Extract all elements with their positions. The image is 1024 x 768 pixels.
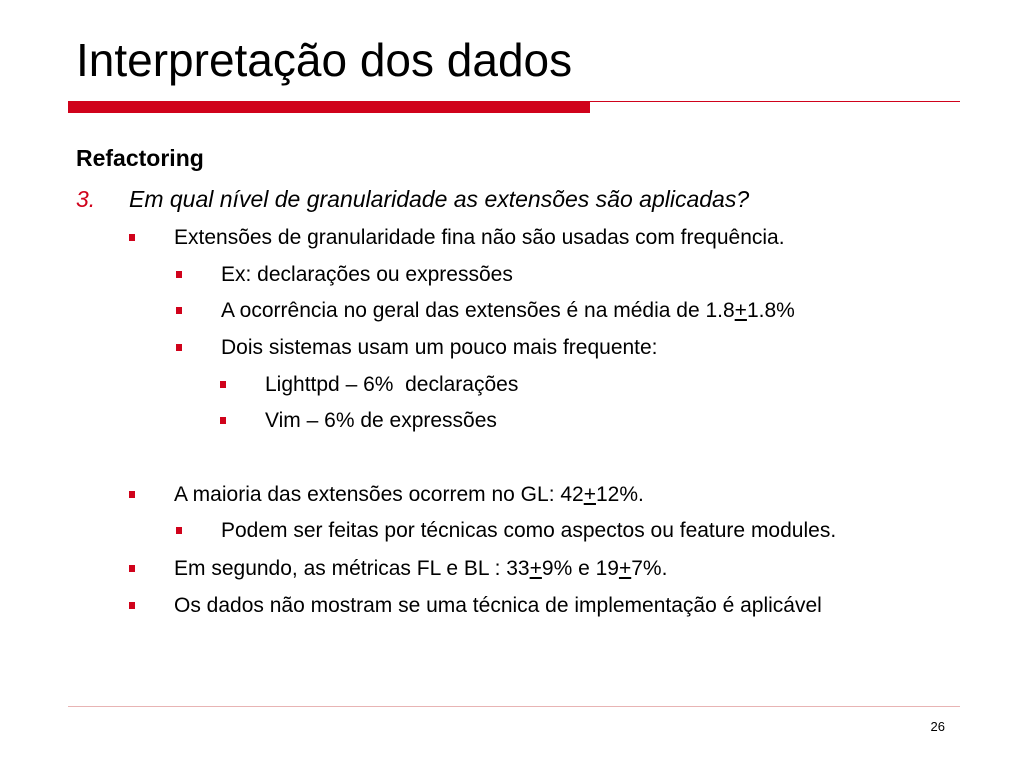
bullet-square-icon [176, 344, 182, 351]
bullet-text-part: 12%. [595, 483, 644, 506]
plus-minus-sign: + [734, 299, 747, 322]
bullet-square-icon [129, 234, 135, 241]
bullet-text: Dois sistemas usam um pouco mais frequente: [221, 336, 658, 359]
bullet-text: Podem ser feitas por técnicas como aspectos ou feature modules. [221, 519, 837, 542]
bullet-square-icon [176, 527, 182, 534]
bullet-text-part: Em segundo, as métricas FL e BL : 33 [174, 557, 530, 580]
bullet-square-icon [220, 381, 226, 388]
title-underline-thin [590, 101, 960, 102]
bullet-text: Lighttpd – 6% declarações [265, 373, 519, 396]
bullet-square-icon [176, 271, 182, 278]
bullet-text: Extensões de granularidade fina não são usadas com frequência. [174, 226, 785, 249]
footer-divider [68, 706, 960, 707]
bullet-text-part: A ocorrência no geral das extensões é na média de 1.8 [221, 299, 735, 322]
bullet-text: Ex: declarações ou expressões [221, 263, 513, 286]
title-underline-thick [68, 101, 590, 113]
bullet-text-part: A maioria das extensões ocorrem no GL: 42 [174, 483, 584, 506]
bullet-square-icon [129, 565, 135, 572]
bullet-text-part: 1.8% [746, 299, 795, 322]
item-question: Em qual nível de granularidade as extensões são aplicadas? [129, 186, 750, 212]
section-heading: Refactoring [76, 145, 204, 171]
bullet-text [221, 297, 795, 325]
bullet-text-part: 7%. [631, 557, 668, 580]
item-number: 3. [76, 186, 96, 212]
bullet-text [174, 481, 644, 509]
bullet-text [174, 555, 667, 583]
plus-minus-sign: + [618, 557, 632, 580]
slide-title: Interpretação dos dados [76, 34, 573, 86]
bullet-square-icon [220, 417, 226, 424]
bullet-square-icon [129, 602, 135, 609]
bullet-square-icon [129, 491, 135, 498]
page-number: 26 [930, 719, 945, 734]
plus-minus-sign: + [529, 557, 542, 580]
bullet-square-icon [176, 307, 182, 314]
bullet-text: Vim – 6% de expressões [265, 409, 497, 432]
bullet-text: Os dados não mostram se uma técnica de implementação é aplicável [174, 594, 822, 617]
plus-minus-sign: + [583, 483, 596, 506]
bullet-text-part: 9% e 19 [541, 557, 619, 580]
